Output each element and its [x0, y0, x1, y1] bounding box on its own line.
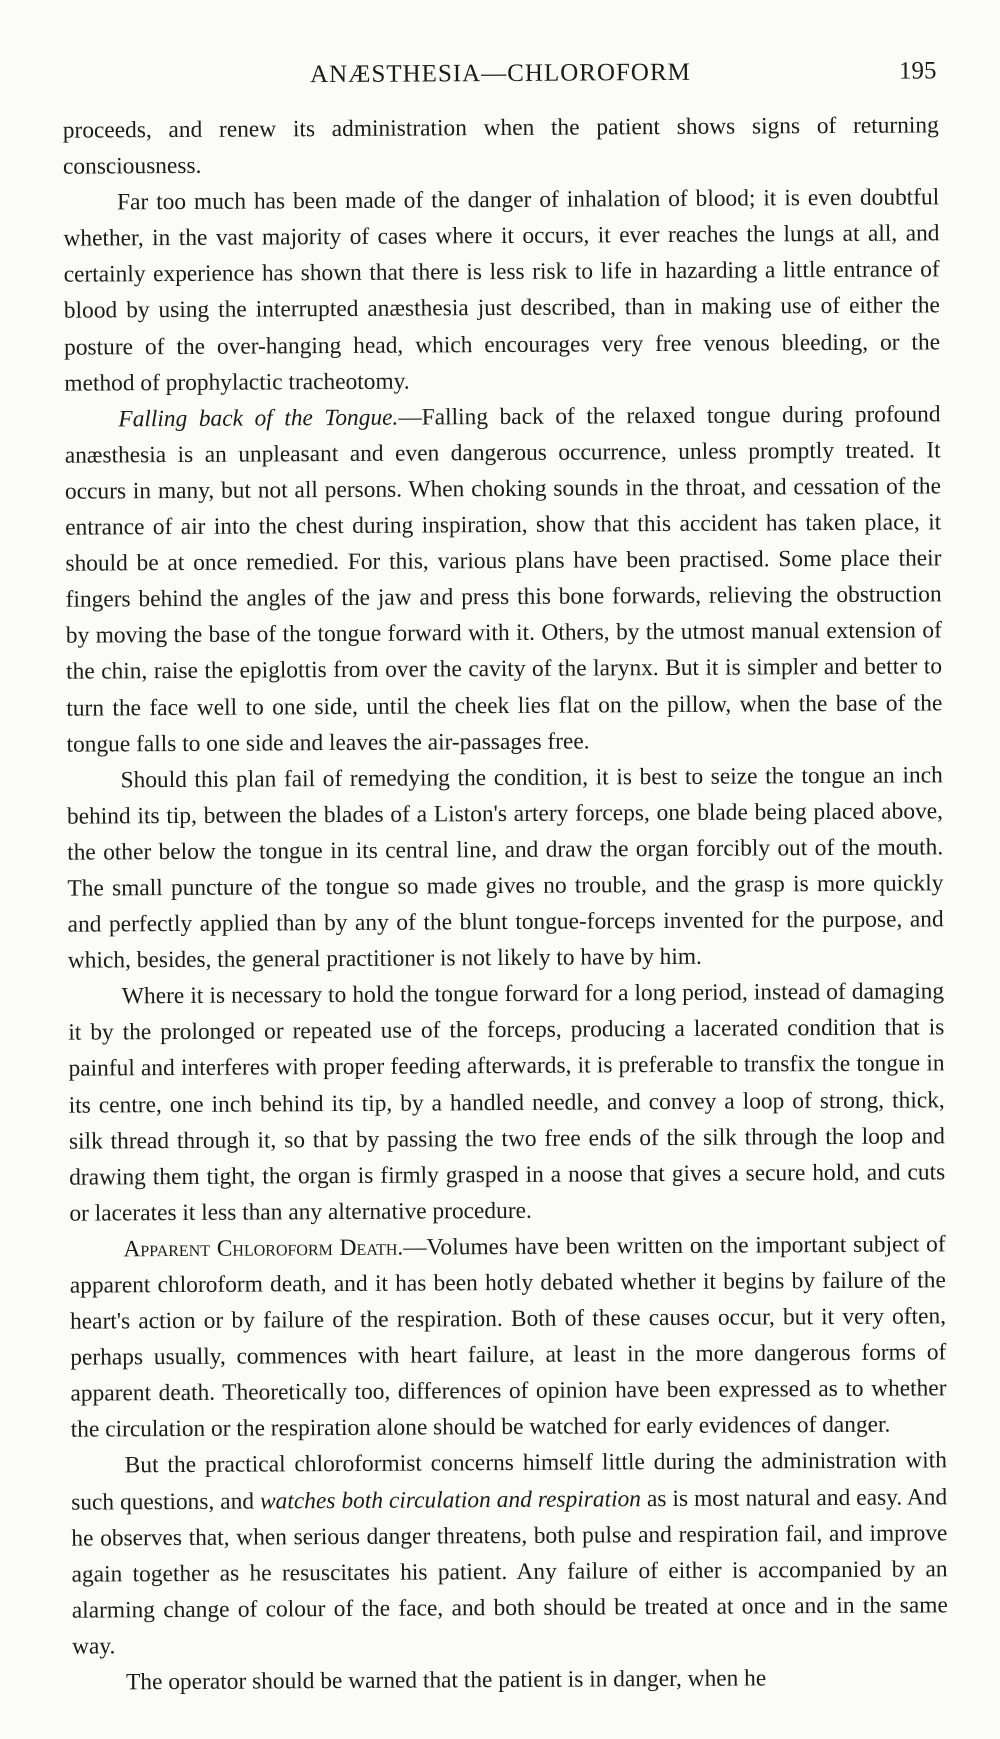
- body-text: [63, 107, 949, 1700]
- paragraph: Falling back of the Tongue.—Falling back of the relaxed tongue during profound anæsthesia is an unpleasant and even dangerous occurrence, unless promptly treated. It occurs in many, but not all persons. When choking sounds in the throat, and cessation of the entrance of air into the chest during inspiration, show that this accident has taken place, it should be at once remedied. For this, various plans have been practised. Some place their fingers behind the angles of the jaw and press this bone forwards, relieving the obstruction by moving the base of the tongue forward with it. Others, by the utmost manual extension of the chin, raise the epiglottis from over the cavity of the larynx. But it is simpler and better to turn the face well to one side, until the cheek lies flat on the pillow, when the base of the tongue falls to one side and leaves the air-passages free.: [64, 401, 943, 758]
- page-header: [62, 49, 938, 98]
- paragraph: Should this plan fail of remedying the condition, it is best to seize the tongue an inch behind its tip, between the blades of a Liston's artery forceps, one blade being placed above, the other below the tongue in its central line, and draw the organ forcibly out of the mouth. The small puncture of the tongue so made gives no trouble, and the grasp is more quickly and perfectly applied than by any of the blunt tongue-forceps invented for the purpose, and which, besides, the general practitioner is not likely to have by him.: [66, 761, 944, 974]
- paragraph: Far too much has been made of the danger of inhalation of blood; it is even doubtful whether, in the vast majority of cases where it occurs, it ever reaches the lungs at all, and certainly experience has shown that there is less risk to life in hazarding a little entrance of blood by using the interrupted anæsthesia just described, than in making use of either the posture of the over-hanging head, which encourages very free venous bleeding, or the method of prophylactic tracheotomy.: [63, 184, 941, 397]
- paragraph: Apparent Chloroform Death.—Volumes have been written on the important subject of apparent chloroform death, and it has been hotly debated whether it begins by failure of the heart's action or by failure of the respiration. Both of these causes occur, but it very often, perhaps usually, commences with heart failure, at least in the more dangerous forms of apparent death. Theoretically too, differences of opinion have been expressed as to whether the circulation or the respiration alone should be watched for early evidences of danger.: [69, 1231, 947, 1444]
- paragraph: proceeds, and renew its administration when the patient shows signs of returning consciousness.: [62, 112, 939, 180]
- paragraph: But the practical chloroformist concerns himself little during the administration with such questions, and watches both circulation and respiration as is most natural and easy. And he observes that, when serious danger threatens, both pulse and respiration fail, and improve again together as he resuscitates his patient. Any failure of either is accompanied by an alarming change of colour of the face, and both should be treated at once and in the same way.: [71, 1447, 948, 1660]
- running-title: ANÆSTHESIA—CHLOROFORM: [309, 58, 691, 89]
- paragraph: The operator should be warned that the patient is in danger, when he: [126, 1665, 767, 1696]
- section-heading: Apparent Chloroform Death.: [123, 1234, 404, 1263]
- paragraph: Where it is necessary to hold the tongue forward for a long period, instead of damaging it by the prolonged or repeated use of the forceps, producing a lacerated condition that is painful and interferes with proper feeding afterwards, it is preferable to transfix the tongue in its centre, one inch behind its tip, by a handled needle, and convey a loop of strong, thick, silk thread through it, so that by passing the two free ends of the silk through the loop and drawing them tight, the organ is firmly grasped in a noose that gives a secure hold, and cuts or lacerates it less than any alternative procedure.: [68, 978, 946, 1227]
- emphasis-text: watches both circulation and respiration: [259, 1485, 642, 1515]
- page-number: 195: [898, 57, 937, 85]
- section-heading: Falling back of the Tongue.: [118, 404, 399, 433]
